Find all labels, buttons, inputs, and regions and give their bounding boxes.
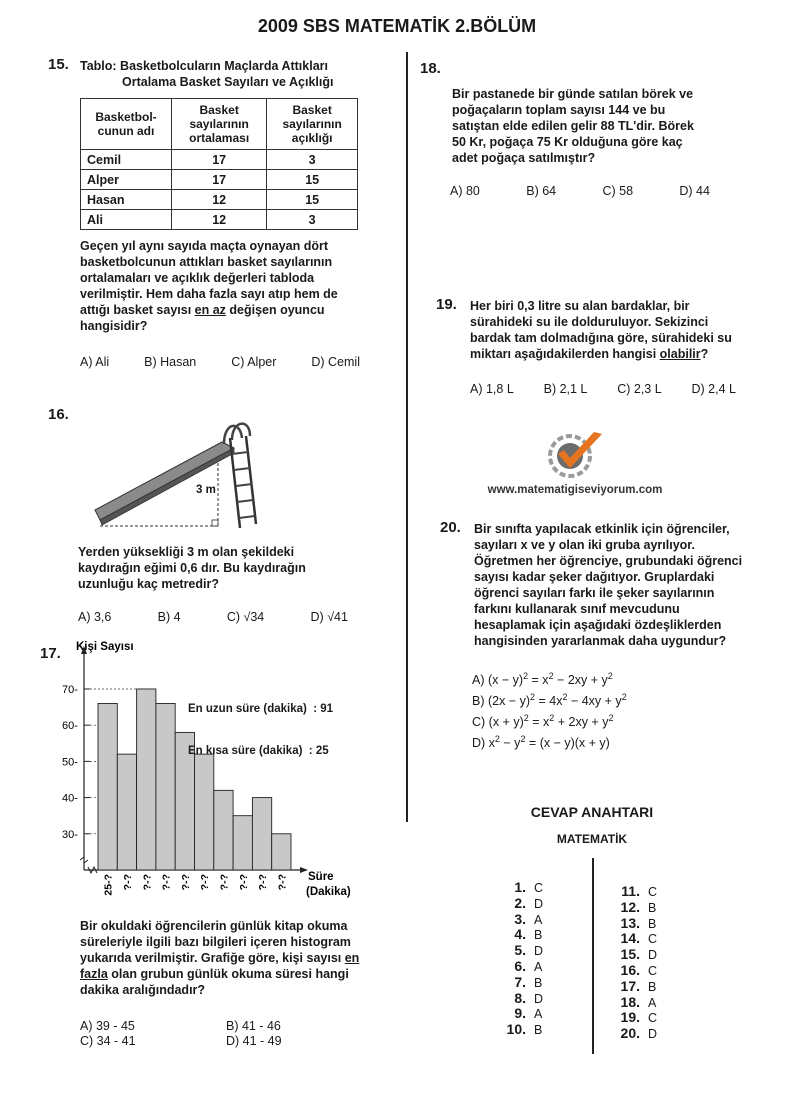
site-logo-icon [546,430,606,480]
q18-number: 18. [420,60,441,77]
answer-letter: B [534,975,543,990]
q15-cell-range: 3 [267,150,358,170]
q20-question-text: Bir sınıfta yapılacak etkinlik için öğrenciler, sayıları x ve y olan iki gruba ayrılıyor. Öğretmen her öğrenciye, grubundaki öğrenci sayısı kadar şeker dağıtıyor. Gruplardaki öğrenci sayıları farkı ile şeker sayılarının farkını kullanarak sınıf mevcudunu hesaplamak için aşağıdaki özdeşliklerden hangisinden yararlanmak daha uygundur? [474,522,743,648]
answer-number: 1. [514,879,526,895]
y-axis-label: Kişi Sayısı [76,641,134,653]
q15-cell-name: Alper [81,170,172,190]
histogram-bar [156,703,175,870]
option-a[interactable]: A) 1,8 L [470,382,514,396]
option-c[interactable]: C) 58 [602,184,634,198]
q17-text-underlined: en fazla [80,951,360,981]
q15-cell-range: 3 [267,210,358,230]
option-c[interactable]: C) √34 [226,610,265,624]
list-item [616,916,657,932]
answer-number: 4. [514,926,526,943]
y-tick-label: 40- [62,792,78,805]
option-d[interactable]: D) $x^2 - y^2 = (x - y)(x + y)$ [472,734,610,751]
q15-header-avg: Basket sayılarının ortalaması [172,99,267,150]
list-item [502,927,543,943]
option-a[interactable]: A) 3,6 [78,610,112,624]
answer-key-right-column [616,884,657,1042]
option-d[interactable]: D) √41 [310,610,348,624]
q17-info-max: En uzun süre (dakika) : 91 [188,703,334,715]
histogram-bar [98,703,117,870]
axis-break-icon [80,857,88,863]
table-row [81,190,358,210]
y-tick-label: 30- [62,828,78,841]
right-angle-mark [212,520,218,526]
q15-cell-name: Ali [81,210,172,230]
q15-text-part-1: Geçen yıl aynı sayıda maçta oynayan dört basketbolcunun attıkları basket sayılarının ortalamaları ve açıklık değerleri tabloda verilmiştir. Hem daha fazla sayı atıp hem de attığı basket sayısı [80,239,338,317]
answer-number: 14. [620,930,640,947]
list-item [502,1006,543,1022]
option-b[interactable]: B) 41 - 46 [226,1019,281,1033]
q15-text-part-2: değişen oyuncu hangisidir? [80,303,325,333]
answer-number: 3. [514,910,526,927]
answer-key-left-column [502,880,543,1038]
list-item [502,975,543,991]
answer-letter: D [534,991,544,1006]
answer-number: 16. [620,961,640,978]
answer-number: 12. [620,898,640,915]
option-b[interactable]: B) 2,1 L [543,382,588,396]
x-axis-label-line-1: Süre [308,871,334,883]
q15-cell-range: 15 [267,190,358,210]
q19-text-part-2: ? [700,347,709,361]
x-tick-label: 25-? [102,874,115,896]
answer-number: 19. [620,1009,640,1026]
histogram-bar [214,790,233,870]
option-d[interactable]: D) 41 - 49 [226,1034,282,1048]
q17-options [80,1019,310,1049]
option-c[interactable]: C) Alper [231,355,277,369]
q19-text-underlined: olabilir [659,347,701,361]
list-item [616,1010,657,1026]
x-axis-arrow-icon [300,867,308,873]
option-c[interactable]: C) 2,3 L [617,382,662,396]
answer-letter: C [648,885,658,899]
answer-letter: A [648,995,657,1010]
q15-header-range: Basket sayılarının açıklığı [267,99,358,150]
q15-cell-avg: 17 [172,150,267,170]
x-tick-label: ?-? [141,874,154,891]
y-tick-label: 50- [62,756,78,769]
answer-key-title: CEVAP ANAHTARI [530,804,654,820]
list-item [616,979,657,995]
q17-info [188,674,333,772]
y-tick-label: 60- [62,720,78,733]
q15-cell-name: Cemil [81,150,172,170]
slide-surface [95,442,234,520]
answer-letter: C [648,1011,658,1026]
list-item [502,912,543,928]
option-b[interactable]: B) 64 [526,184,557,198]
q18-options [450,184,710,198]
list-item [502,943,543,959]
q19-text-part-1: Her biri 0,3 litre su alan bardaklar, bir sürahideki su ile dolduruluyor. Sekizinci bardak tam dolmadığına göre, sürahideki su miktarı aşağıdakilerden hangisi [470,299,732,361]
answer-letter: C [648,963,658,978]
q20-options [472,668,627,753]
option-d[interactable]: D) Cemil [311,355,360,369]
q19-number: 19. [436,296,457,313]
q15-table-caption [80,58,333,90]
list-item [616,995,657,1011]
list-item [502,896,543,912]
q16-number: 16. [48,406,69,423]
answer-letter: B [648,916,657,931]
answer-number: 9. [514,1005,526,1022]
answer-letter: D [648,1027,658,1042]
answer-key-divider [592,858,594,1054]
q15-cell-avg: 17 [172,170,267,190]
column-divider [406,52,408,822]
q17-question-text [80,918,362,998]
x-tick-label: ?-? [199,874,212,891]
answer-letter: D [534,896,544,911]
q15-cell-avg: 12 [172,210,267,230]
x-tick-label: ?-? [121,874,134,891]
q16-question-text: Yerden yüksekliği 3 m olan şekildeki kaydırağın eğimi 0,6 dır. Bu kaydırağın uzunluğu kaç metredir? [78,545,306,591]
page-title: 2009 SBS MATEMATİK 2.BÖLÜM [257,16,537,36]
list-item [502,1022,543,1038]
answer-letter: D [534,944,544,959]
answer-letter: A [534,1007,543,1022]
option-a[interactable]: A) $(x - y)^2 = x^2 - 2xy + y^2$ [472,671,613,688]
answer-number: 2. [514,894,526,911]
q15-number: 15. [48,56,69,73]
x-axis-break-icon [88,867,97,873]
x-tick-label: ?-? [218,874,231,891]
x-tick-label: ?-? [257,874,270,891]
option-c[interactable]: C) 34 - 41 [80,1034,136,1048]
list-item [616,931,657,947]
option-c[interactable]: C) $(x + y)^2 = x^2 + 2xy + y^2$ [472,713,614,730]
option-b[interactable]: B) 4 [157,610,181,624]
q17-info-min: En kısa süre (dakika) : 25 [188,745,329,757]
table-row [81,210,358,230]
option-b[interactable]: B) Hasan [144,355,197,369]
option-a[interactable]: A) Ali [80,355,110,369]
answer-number: 18. [620,993,640,1010]
answer-number: 15. [620,946,640,963]
q15-question-text [80,238,360,334]
site-url[interactable]: www.matematigiseviyorum.com [487,484,663,496]
q19-question-text [470,298,748,362]
answer-letter: B [648,979,657,994]
option-d[interactable]: D) 44 [679,184,710,198]
q15-cell-name: Hasan [81,190,172,210]
q20-number: 20. [440,519,461,536]
q18-question-text: Bir pastanede bir günde satılan börek ve poğaçaların toplam sayısı 144 ve bu satıştan elde edilen gelir 88 TL'dir. Börek 50 Kr, poğaça 75 Kr olduğuna göre kaç adet poğaça satılmıştır? [452,87,694,165]
histogram-bar [233,816,252,870]
q15-caption-line-1: Tablo: Basketbolcuların Maçlarda Attıkları [80,59,328,73]
list-item [616,884,657,900]
histogram-bar [117,754,136,870]
answer-number: 11. [621,883,640,899]
list-item [616,1026,657,1042]
list-item [502,959,543,975]
histogram-bar [272,834,291,870]
answer-number: 8. [514,989,526,1006]
histogram-bar [137,689,156,870]
option-b[interactable]: B) $(2x - y)^2 = 4x^2 - 4xy + y^2$ [472,692,627,709]
list-item [616,947,657,963]
q17-number: 17. [40,645,61,662]
option-a[interactable]: A) 80 [450,184,480,198]
answer-number: 7. [514,973,526,990]
q15-header-name: Basketbol-cunun adı [81,99,172,150]
answer-key-subtitle: MATEMATİK [556,832,628,846]
answer-letter: D [648,948,658,963]
answer-letter: A [534,959,543,974]
answer-number: 5. [514,942,526,959]
answer-number: 20. [620,1025,640,1042]
option-d[interactable]: D) 2,4 L [691,382,736,396]
q15-table-wrap [80,98,358,230]
answer-number: 6. [514,957,526,974]
list-item [616,900,657,916]
answer-letter: C [534,881,544,895]
ladder-rail-right [246,436,256,524]
histogram-bar [252,798,271,870]
option-a[interactable]: A) 39 - 45 [80,1019,135,1033]
x-tick-label: ?-? [160,874,173,891]
list-item [502,991,543,1007]
x-tick-label: ?-? [276,874,289,891]
x-tick-label: ?-? [237,874,250,891]
answer-number: 13. [620,914,640,931]
x-axis-label-line-2: (Dakika) [306,886,351,898]
q15-table [80,98,358,230]
ladder-rail-left [230,438,240,528]
q19-options [470,382,736,396]
answer-number: 17. [620,977,640,994]
table-row [81,150,358,170]
slide-figure [90,418,270,530]
q15-caption-line-2: Ortalama Basket Sayıları ve Açıklığı [122,75,334,89]
answer-number: 10. [506,1021,526,1038]
answer-letter: B [534,1023,543,1038]
q17-text-part-2: olan grubun günlük okuma süresi hangi dakika aralığındadır? [80,967,349,997]
table-row [81,170,358,190]
q15-table-header [81,99,358,150]
answer-letter: A [534,912,543,927]
answer-letter: B [534,928,543,943]
answer-letter: B [648,900,657,915]
answer-letter: C [648,932,658,947]
x-tick-label: ?-? [179,874,192,891]
q15-cell-range: 15 [267,170,358,190]
q15-cell-avg: 12 [172,190,267,210]
list-item [502,880,543,896]
q16-height-label: 3 m [196,484,216,496]
q16-options [78,610,348,624]
q17-text-part-1: Bir okuldaki öğrencilerin günlük kitap okuma süreleriyle ilgili bazı bilgileri içeren histogram yukarıda verilmiştir. Grafiğe göre, kişi sayısı [80,919,351,965]
y-tick-label: 70- [62,683,78,696]
q15-text-underlined: en az [194,303,226,317]
list-item [616,963,657,979]
q15-options [80,355,360,369]
